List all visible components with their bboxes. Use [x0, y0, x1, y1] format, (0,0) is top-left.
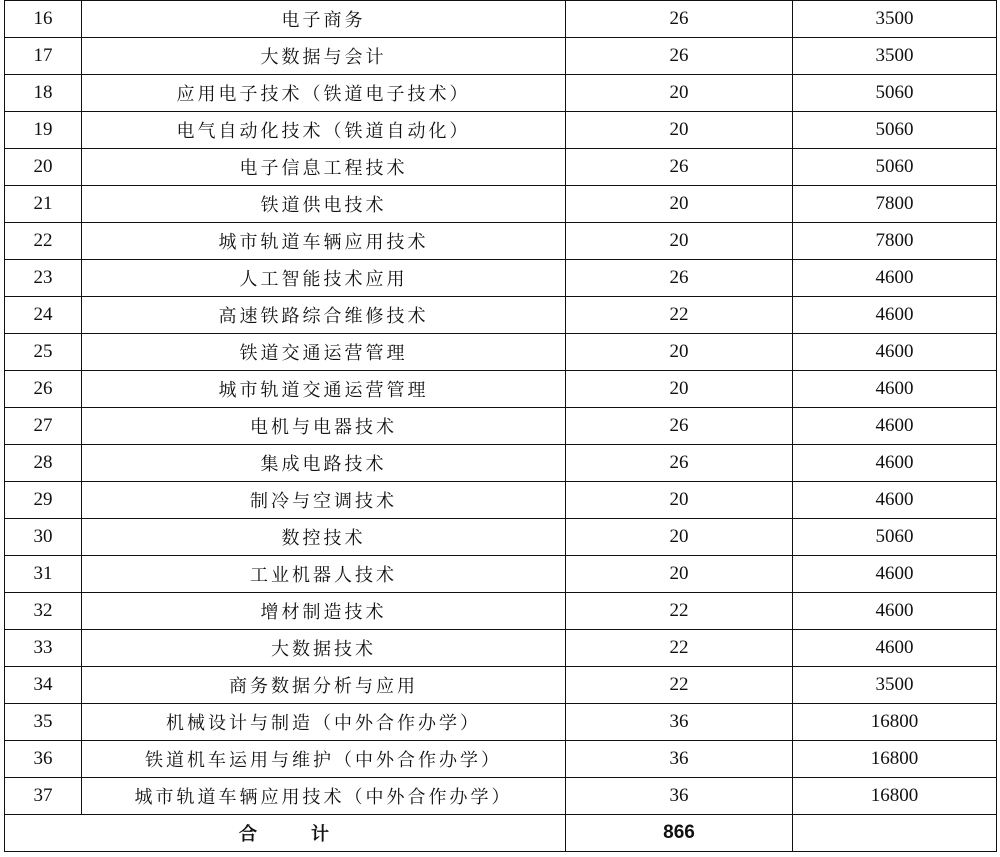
table-row	[5, 445, 997, 482]
row-number: 32	[5, 593, 82, 630]
row-number: 26	[5, 371, 82, 408]
table-body	[5, 1, 997, 815]
major-name: 铁道供电技术	[82, 186, 566, 223]
total-label-part2: 计	[311, 824, 331, 845]
plan-count: 26	[566, 1, 793, 38]
major-name: 人工智能技术应用	[82, 260, 566, 297]
major-name: 铁道交通运营管理	[82, 334, 566, 371]
plan-count: 22	[566, 297, 793, 334]
plan-count: 22	[566, 667, 793, 704]
row-number: 17	[5, 38, 82, 75]
plan-count: 20	[566, 519, 793, 556]
table-row	[5, 408, 997, 445]
tuition-fee: 7800	[793, 223, 997, 260]
enrollment-plan-table	[4, 0, 997, 852]
table-row	[5, 1, 997, 38]
tuition-fee: 16800	[793, 741, 997, 778]
table-row	[5, 38, 997, 75]
table-row	[5, 112, 997, 149]
table-row	[5, 334, 997, 371]
table-row	[5, 556, 997, 593]
table-row	[5, 741, 997, 778]
table-row	[5, 75, 997, 112]
table-row	[5, 704, 997, 741]
enrollment-plan-sheet	[4, 0, 996, 852]
table-row	[5, 778, 997, 815]
row-number: 22	[5, 223, 82, 260]
tuition-fee: 5060	[793, 149, 997, 186]
total-label	[5, 815, 566, 852]
tuition-fee: 7800	[793, 186, 997, 223]
row-number: 18	[5, 75, 82, 112]
tuition-fee: 3500	[793, 1, 997, 38]
tuition-fee: 4600	[793, 630, 997, 667]
plan-count: 22	[566, 593, 793, 630]
major-name: 商务数据分析与应用	[82, 667, 566, 704]
table-row	[5, 149, 997, 186]
major-name: 城市轨道交通运营管理	[82, 371, 566, 408]
row-number: 31	[5, 556, 82, 593]
tuition-fee: 3500	[793, 38, 997, 75]
total-fee	[793, 815, 997, 852]
plan-count: 22	[566, 630, 793, 667]
plan-count: 26	[566, 445, 793, 482]
plan-count: 36	[566, 704, 793, 741]
row-number: 23	[5, 260, 82, 297]
tuition-fee: 4600	[793, 334, 997, 371]
plan-count: 26	[566, 408, 793, 445]
major-name: 电子信息工程技术	[82, 149, 566, 186]
major-name: 城市轨道车辆应用技术	[82, 223, 566, 260]
tuition-fee: 16800	[793, 778, 997, 815]
plan-count: 36	[566, 741, 793, 778]
row-number: 21	[5, 186, 82, 223]
plan-count: 20	[566, 75, 793, 112]
major-name: 集成电路技术	[82, 445, 566, 482]
row-number: 29	[5, 482, 82, 519]
major-name: 大数据技术	[82, 630, 566, 667]
row-number: 34	[5, 667, 82, 704]
plan-count: 20	[566, 186, 793, 223]
row-number: 36	[5, 741, 82, 778]
plan-count: 26	[566, 149, 793, 186]
table-row	[5, 223, 997, 260]
total-label-part1: 合	[239, 824, 259, 845]
tuition-fee: 16800	[793, 704, 997, 741]
tuition-fee: 4600	[793, 260, 997, 297]
plan-count: 36	[566, 778, 793, 815]
tuition-fee: 3500	[793, 667, 997, 704]
plan-count: 20	[566, 371, 793, 408]
plan-count: 20	[566, 556, 793, 593]
tuition-fee: 5060	[793, 112, 997, 149]
major-name: 应用电子技术（铁道电子技术）	[82, 75, 566, 112]
major-name: 电机与电器技术	[82, 408, 566, 445]
tuition-fee: 4600	[793, 556, 997, 593]
plan-count: 26	[566, 38, 793, 75]
plan-count: 20	[566, 112, 793, 149]
tuition-fee: 4600	[793, 482, 997, 519]
plan-count: 26	[566, 260, 793, 297]
major-name: 铁道机车运用与维护（中外合作办学）	[82, 741, 566, 778]
table-row	[5, 667, 997, 704]
tuition-fee: 4600	[793, 371, 997, 408]
major-name: 城市轨道车辆应用技术（中外合作办学）	[82, 778, 566, 815]
row-number: 30	[5, 519, 82, 556]
tuition-fee: 4600	[793, 408, 997, 445]
row-number: 28	[5, 445, 82, 482]
major-name: 大数据与会计	[82, 38, 566, 75]
plan-count: 20	[566, 334, 793, 371]
row-number: 33	[5, 630, 82, 667]
row-number: 16	[5, 1, 82, 38]
plan-count: 20	[566, 223, 793, 260]
row-number: 37	[5, 778, 82, 815]
tuition-fee: 5060	[793, 75, 997, 112]
major-name: 电子商务	[82, 1, 566, 38]
major-name: 机械设计与制造（中外合作办学）	[82, 704, 566, 741]
table-row	[5, 519, 997, 556]
row-number: 24	[5, 297, 82, 334]
row-number: 20	[5, 149, 82, 186]
table-row	[5, 186, 997, 223]
major-name: 增材制造技术	[82, 593, 566, 630]
plan-count: 20	[566, 482, 793, 519]
table-row	[5, 630, 997, 667]
row-number: 27	[5, 408, 82, 445]
row-number: 35	[5, 704, 82, 741]
row-number: 19	[5, 112, 82, 149]
table-row	[5, 482, 997, 519]
major-name: 数控技术	[82, 519, 566, 556]
table-row	[5, 297, 997, 334]
table-row	[5, 260, 997, 297]
table-row	[5, 593, 997, 630]
major-name: 高速铁路综合维修技术	[82, 297, 566, 334]
tuition-fee: 5060	[793, 519, 997, 556]
tuition-fee: 4600	[793, 593, 997, 630]
major-name: 工业机器人技术	[82, 556, 566, 593]
major-name: 电气自动化技术（铁道自动化）	[82, 112, 566, 149]
major-name: 制冷与空调技术	[82, 482, 566, 519]
tuition-fee: 4600	[793, 445, 997, 482]
row-number: 25	[5, 334, 82, 371]
total-plan-count: 866	[566, 815, 793, 852]
total-row	[5, 815, 997, 852]
tuition-fee: 4600	[793, 297, 997, 334]
table-row	[5, 371, 997, 408]
